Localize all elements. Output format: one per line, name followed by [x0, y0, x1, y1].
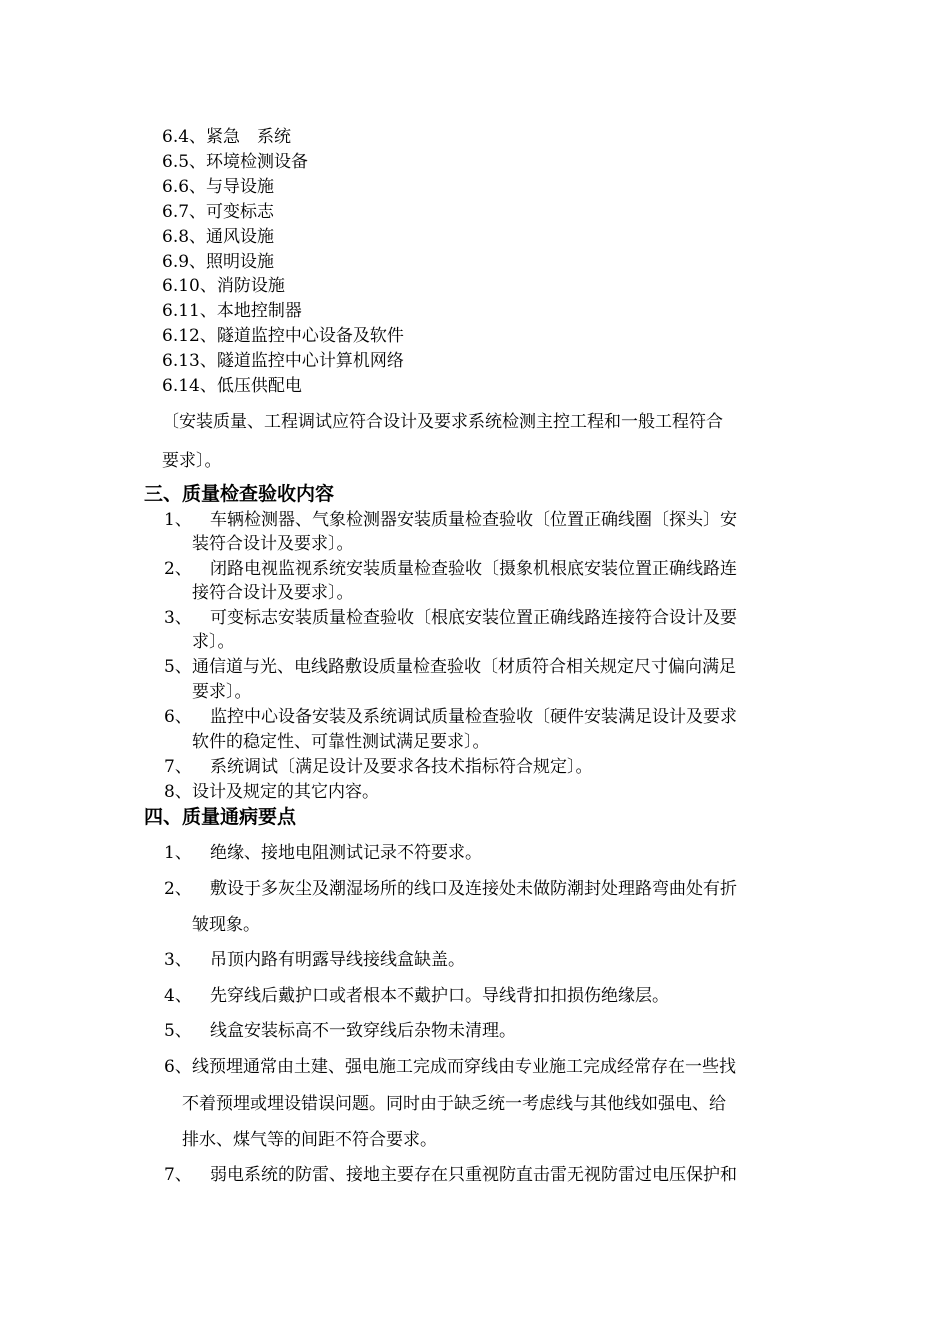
s4-item-2-number: 2、	[164, 879, 192, 899]
s4-item-2-line-2: 皱现象。	[192, 915, 260, 935]
s3-item-5-line-2: 要求〕。	[192, 682, 252, 702]
s4-item-6-line-1: 线预埋通常由土建、强电施工完成而穿线由专业施工完成经常存在一些找	[192, 1057, 736, 1077]
s3-item-3-line-2: 求〕。	[192, 632, 235, 652]
note-line-1: 〔安装质量、工程调试应符合设计及要求系统检测主控工程和一般工程符合	[162, 412, 723, 432]
s4-item-1-number: 1、	[164, 843, 192, 863]
s3-item-2-line-2: 接符合设计及要求〕。	[192, 583, 354, 603]
s3-item-8-number: 8、	[164, 782, 192, 802]
list-item-6-11: 6.11、本地控制器	[162, 301, 302, 321]
s3-item-6-line-1: 监控中心设备安装及系统调试质量检查验收〔硬件安装满足设计及要求	[210, 707, 737, 727]
s3-item-2-line-1: 闭路电视监视系统安装质量检查验收〔摄象机根底安装位置正确线路连	[210, 559, 737, 579]
list-item-6-14: 6.14、低压供配电	[162, 376, 302, 396]
s3-item-1-number: 1、	[164, 510, 192, 530]
s4-item-5-line-1: 线盒安装标高不一致穿线后杂物未清理。	[210, 1021, 516, 1041]
s4-item-4-line-1: 先穿线后戴护口或者根本不戴护口。导线背扣扣损伤绝缘层。	[210, 986, 669, 1006]
s4-item-6-number: 6、	[164, 1057, 192, 1077]
s4-item-7-number: 7、	[164, 1165, 192, 1185]
s3-item-6-number: 6、	[164, 707, 192, 727]
s4-item-3-line-1: 吊顶内路有明露导线接线盒缺盖。	[210, 950, 465, 970]
list-item-6-7: 6.7、可变标志	[162, 202, 275, 222]
s3-item-7-line-1: 系统调试〔满足设计及要求各技术指标符合规定〕。	[210, 757, 593, 777]
s4-item-4-number: 4、	[164, 986, 192, 1006]
list-item-6-8: 6.8、通风设施	[162, 227, 275, 247]
s4-item-7-line-1: 弱电系统的防雷、接地主要存在只重视防直击雷无视防雷过电压保护和	[210, 1165, 737, 1185]
list-item-6-12: 6.12、隧道监控中心设备及软件	[162, 326, 404, 346]
list-item-6-13: 6.13、隧道监控中心计算机网络	[162, 351, 404, 371]
s3-item-8-line-1: 设计及规定的其它内容。	[192, 782, 379, 802]
s3-item-3-line-1: 可变标志安装质量检查验收〔根底安装位置正确线路连接符合设计及要	[210, 608, 737, 628]
s4-item-2-line-1: 敷设于多灰尘及潮湿场所的线口及连接处未做防潮封处理路弯曲处有折	[210, 879, 737, 899]
s3-item-1-line-2: 装符合设计及要求〕。	[192, 534, 354, 554]
list-item-6-6: 6.6、与导设施	[162, 177, 275, 197]
s3-item-5-line-1: 通信道与光、电线路敷设质量检查验收〔材质符合相关规定尺寸偏向满足	[192, 657, 736, 677]
section-3-heading: 三、质量检查验收内容	[144, 483, 335, 505]
s3-item-3-number: 3、	[164, 608, 192, 628]
s3-item-7-number: 7、	[164, 757, 192, 777]
s4-item-6-line-3: 排水、煤气等的间距不符合要求。	[182, 1130, 437, 1150]
list-item-6-4: 6.4、紧急 系统	[162, 127, 292, 147]
list-item-6-5: 6.5、环境检测设备	[162, 152, 309, 172]
s4-item-5-number: 5、	[164, 1021, 192, 1041]
s3-item-6-line-2: 软件的稳定性、可靠性测试满足要求〕。	[192, 732, 490, 752]
list-item-6-9: 6.9、照明设施	[162, 252, 275, 272]
s4-item-3-number: 3、	[164, 950, 192, 970]
list-item-6-10: 6.10、消防设施	[162, 276, 285, 296]
s3-item-5-number: 5、	[164, 657, 192, 677]
s3-item-1-line-1: 车辆检测器、气象检测器安装质量检查验收〔位置正确线圈〔探头〕安	[210, 510, 737, 530]
note-line-2: 要求〕。	[162, 451, 222, 471]
s4-item-6-line-2: 不着预埋或埋设错误问题。同时由于缺乏统一考虑线与其他线如强电、给	[182, 1094, 726, 1114]
s4-item-1-line-1: 绝缘、接地电阻测试记录不符要求。	[210, 843, 482, 863]
section-4-heading: 四、质量通病要点	[144, 806, 297, 828]
s3-item-2-number: 2、	[164, 559, 192, 579]
